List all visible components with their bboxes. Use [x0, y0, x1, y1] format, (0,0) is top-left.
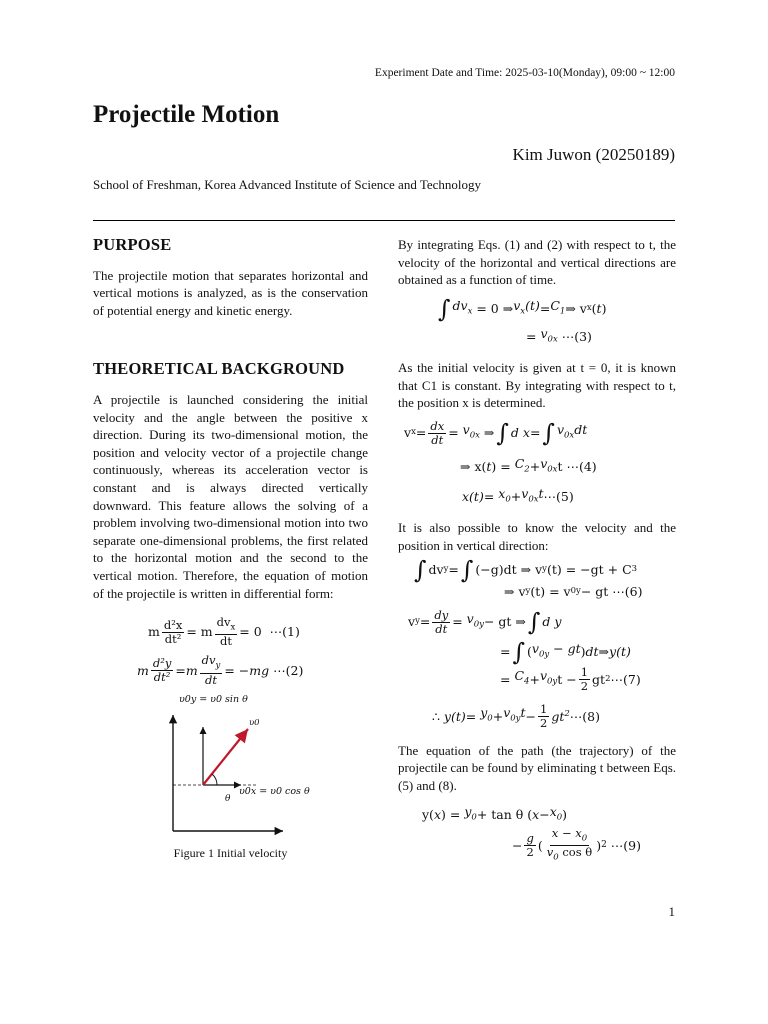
- equation-2: m $\frac{\text{d²y}}{\text{dt²}}$ = m $\frac{dv_y}{dt}$ = − mg ⋯ (2): [137, 653, 304, 687]
- right-column: [398, 236, 676, 864]
- eq-number-5: (5): [556, 489, 574, 505]
- label-v0y: υ0y = υ0 sin θ: [179, 693, 248, 705]
- equation-7: v y = $\frac{dy}{dt}$ = $v_{0y}$ − gt ⇒ ∫ d y = ∫ ( $v_{0y}$ − gt ) dt ⇒ y(t) = $C_4$ + $v_{0y}$ t − $\frac{1}{2}$ gt 2 ⋯ (7): [408, 607, 641, 693]
- equation-3: ∫ $dv_x$ = 0 ⇒ $v_x(t)$ = $C_1$ ⇒ v x ( t ) = $v_{0x}$ ⋯ (3): [438, 294, 607, 345]
- eq-number-3: (3): [574, 329, 592, 345]
- theory-heading: THEORETICAL BACKGROUND: [93, 359, 345, 379]
- equation-9: y( x ) = $y_0$ + tan θ ( x − $x_0$ ) − $\frac{g}{2}$ ( $\frac{x - x_0}{v_0 \cos \theta}$ ) 2 ⋯ (9): [422, 803, 642, 863]
- eq-number-6: (6): [624, 584, 643, 600]
- eq-number-9: (9): [623, 837, 642, 853]
- right-paragraph-4: The equation of the path (the trajectory) of the projectile can be found by eliminating t between Eqs. (5) and (8).: [398, 742, 676, 793]
- page-number: 1: [668, 904, 675, 919]
- label-v0: υ0: [249, 717, 260, 728]
- figure-initial-velocity: [93, 693, 368, 843]
- purpose-text: The projectile motion that separates horizontal and vertical motions is analyzed, as is the conservation of potential energy and kinetic energy.: [93, 267, 368, 318]
- author: Kim Juwon (20250189): [512, 145, 675, 164]
- right-paragraph-1: By integrating Eqs. (1) and (2) with respect to t, the velocity of the horizontal and vertical directions are obtained as a function of time.: [398, 237, 676, 288]
- eq-number-7: (7): [622, 671, 641, 687]
- label-v0x: υ0x = υ0 cos θ: [239, 785, 310, 797]
- right-paragraph-2: As the initial velocity is given at t = 0, it is known that C1 is constant. By integrating with respect to t, the position x is determined.: [398, 359, 676, 411]
- eq-number-8: (8): [582, 708, 600, 724]
- equation-8: ∴ y(t) = $y_0$ + $v_{0y}t$ − $\frac{1}{2}$ $gt^2$ ⋯ (8): [432, 701, 600, 730]
- page-title: Projectile Motion: [93, 101, 280, 128]
- eq-number-4: (4): [578, 459, 597, 474]
- left-column: [93, 236, 368, 862]
- affiliation: School of Freshman, Korea Advanced Institute of Science and Technology: [93, 177, 482, 192]
- eq-number-2: (2): [285, 662, 304, 678]
- equation-5: x(t) = $x_0$ + $v_{0x}t$ ⋯ (5): [462, 485, 574, 505]
- equation-6: ∫ dv y = ∫ (−g)dt ⇒ v y (t) = −gt + C 3 ⇒ v y (t) = v 0y − gt ⋯ (6): [414, 556, 643, 600]
- equation-4: v x = $\frac{dx}{dt}$ = $v_{0x}$ ⇒ ∫ d x = ∫ $v_{0x}dt$ ⇒ x( t ) = $C_2$ + $v_{0x}$ t ⋯ (4): [404, 418, 597, 475]
- header-divider: [93, 220, 675, 221]
- experiment-meta: Experiment Date and Time: 2025-03-10(Monday), 09:00 ~ 12:00: [374, 67, 675, 79]
- purpose-heading: PURPOSE: [93, 235, 172, 254]
- theory-text: A projectile is launched considering the initial velocity and the angle between the positive x direction. During its two-dimensional motion, the position and velocity vector of a projectile change continuously, whereas its acceleration vector is constant and is always directed vertically downward. This feature allows the solving of a problem involving two-dimensional motion into two separate one-dimensional problems, the first related to the horizontal motion and the second to the vertical motion. Therefore, the equation of motion of the projectile is written in differential form:: [93, 391, 368, 601]
- equation-1: m $\frac{\text{d²x}}{\text{dt²}}$ = m $\frac{dv_x}{dt}$ = 0 ⋯ (1): [148, 615, 300, 649]
- velocity-diagram: [93, 693, 368, 843]
- label-theta: θ: [225, 793, 231, 804]
- right-paragraph-3: It is also possible to know the velocity and the position in vertical direction:: [398, 519, 676, 553]
- eq-number-1: (1): [282, 624, 300, 640]
- figure-caption: Figure 1 Initial velocity: [173, 845, 288, 860]
